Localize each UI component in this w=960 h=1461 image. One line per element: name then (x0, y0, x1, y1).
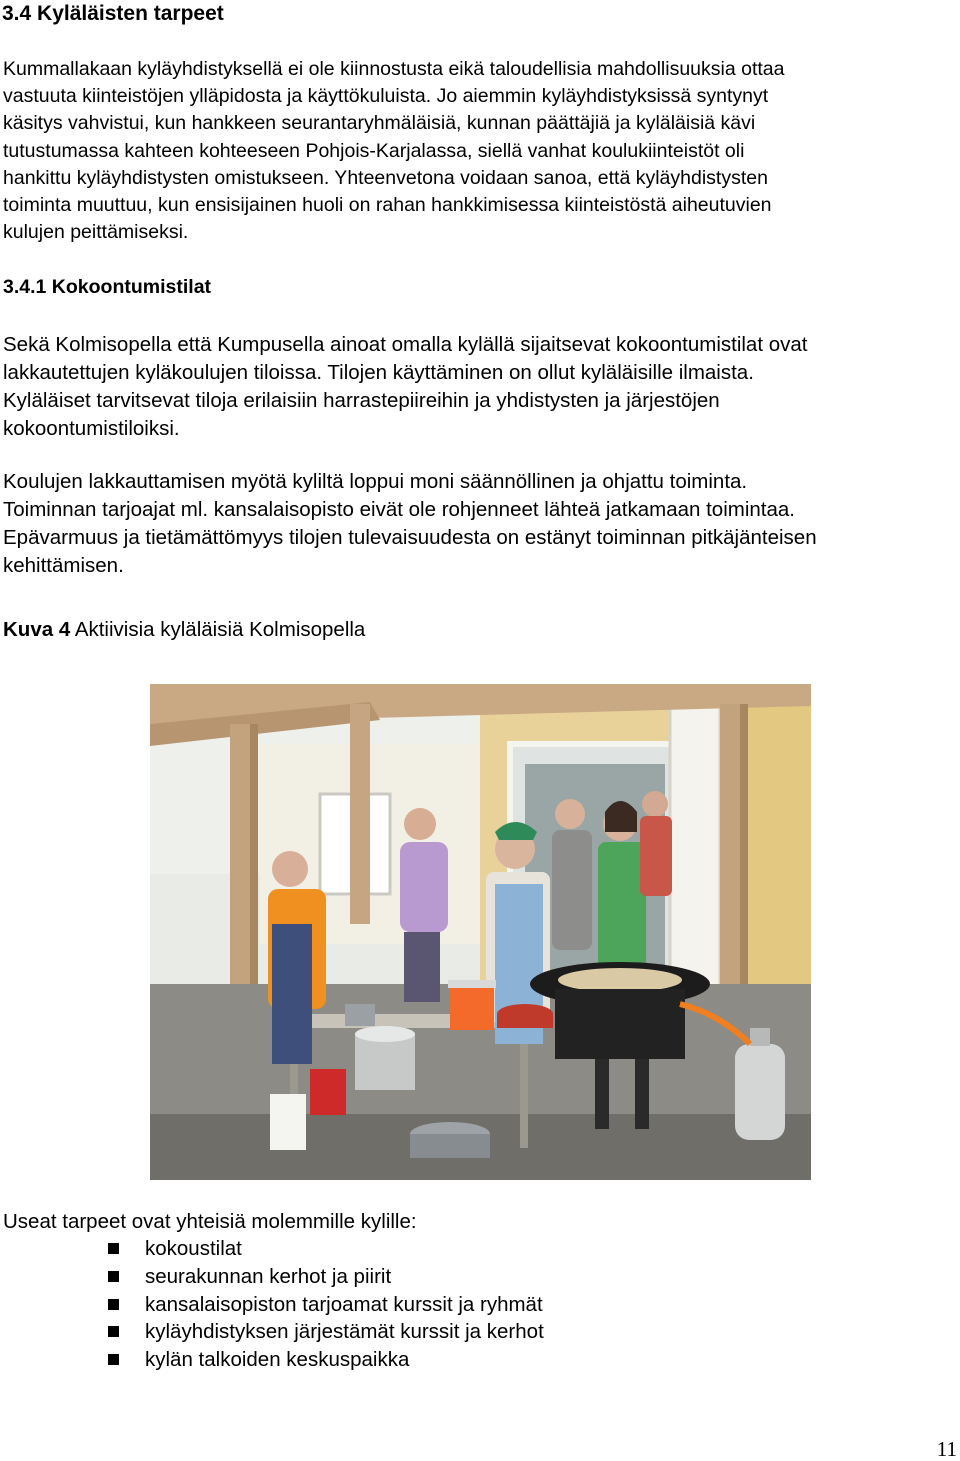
list-item (0, 1346, 544, 1374)
text-line: vastuuta kiinteistöjen ylläpidosta ja käyttökuluista. Jo aiemmin kyläyhdistyksissä syntynyt (3, 85, 769, 108)
text-line: toiminta muuttuu, kun ensisijainen huoli on rahan hankkimisessa kiinteistöstä aiheutuvien (3, 194, 772, 217)
villagers-cooking-photo (150, 684, 811, 1180)
bullet-square-icon (108, 1243, 119, 1254)
bullet-square-icon (108, 1326, 119, 1337)
text-line: lakkautettujen kyläkoulujen tiloissa. Tilojen käyttäminen on ollut kyläläisille ilmaista. (3, 361, 754, 384)
text-line: tutustumassa kahteen kohteeseen Pohjois-Karjalassa, siellä vanhat koulukiinteistöt oli (3, 139, 745, 162)
list-item-text: kansalaisopiston tarjoamat kurssit ja ryhmät (145, 1292, 543, 1316)
list-item-text: kokoustilat (145, 1237, 242, 1260)
needs-intro: Useat tarpeet ovat yhteisiä molemmille kylille: (3, 1210, 417, 1233)
text-line: kulujen peittämiseksi. (3, 221, 189, 244)
bullet-square-icon (108, 1354, 119, 1365)
bullet-square-icon (108, 1271, 119, 1282)
figure-label: Kuva 4 (3, 618, 71, 641)
text-line: kokoontumistiloiksi. (3, 417, 180, 440)
figure-photo (150, 684, 811, 1180)
meeting-spaces-paragraph (3, 331, 955, 443)
list-item (0, 1263, 544, 1291)
page-number: 11 (936, 1437, 957, 1461)
text-line: hankittu kyläyhdistysten omistukseen. Yhteenvetona voidaan sanoa, että kyläyhdistysten (3, 166, 768, 189)
list-item-text: kyläyhdistyksen järjestämät kurssit ja kerhot (145, 1320, 544, 1344)
text-line: käsitys vahvistui, kun hankkeen seurantaryhmäläisiä, kunnan päättäjiä ja kyläläisiä kävi (3, 112, 756, 135)
text-line: Toiminnan tarjoajat ml. kansalaisopisto eivät ole rohjenneet lähteä jatkamaan toimintaa. (3, 498, 795, 521)
school-closure-paragraph (3, 468, 955, 580)
text-line: kehittämisen. (3, 554, 124, 577)
text-line: Sekä Kolmisopella että Kumpusella ainoat omalla kylällä sijaitsevat kokoontumistilat ovat (3, 333, 808, 356)
list-item (0, 1291, 544, 1319)
text-line: Koulujen lakkauttamisen myötä kyliltä loppui moni säännöllinen ja ohjattu toiminta. (3, 470, 748, 493)
section-heading: 3.4 Kyläläisten tarpeet (2, 2, 224, 25)
figure-caption-text: Aktiivisia kyläläisiä Kolmisopella (74, 618, 366, 641)
intro-paragraph (3, 56, 955, 246)
text-line: Epävarmuus ja tietämättömyys tilojen tulevaisuudesta on estänyt toiminnan pitkäjänteisen (3, 526, 817, 549)
figure-caption (3, 616, 365, 644)
list-item (0, 1318, 544, 1346)
subsection-heading: 3.4.1 Kokoontumistilat (3, 276, 212, 298)
needs-list (0, 1235, 544, 1374)
list-item (0, 1235, 544, 1263)
text-line: Kummallakaan kyläyhdistyksellä ei ole kiinnostusta eikä taloudellisia mahdollisuuksia ottaa (3, 58, 785, 80)
bullet-square-icon (108, 1299, 119, 1310)
list-item-text: seurakunnan kerhot ja piirit (145, 1264, 392, 1288)
list-item-text: kylän talkoiden keskuspaikka (145, 1348, 410, 1372)
text-line: Kyläläiset tarvitsevat tiloja erilaisiin harrastepiireihin ja yhdistysten ja järjestöjen (3, 389, 720, 412)
